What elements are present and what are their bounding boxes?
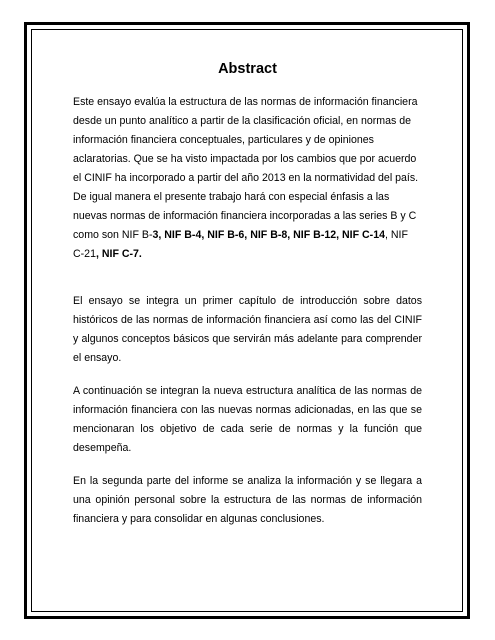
paragraph-1-nif-c21: , NIF C-21 — [73, 229, 408, 260]
abstract-paragraph-3: A continuación se integran la nueva estructura analítica de las normas de información financiera con las nuevas normas adicionadas, en las que se mencionaran los objetivo de cada serie de normas y la función que desempeña. — [73, 385, 422, 454]
paragraph-1-bold-nif-c7: , NIF C-7. — [95, 248, 142, 260]
paragraph-1-text: Este ensayo evalúa la estructura de las normas de información financiera desde un punto analítico a partir de la clasificación oficial, en normas de información financiera conceptuales, particulares y de opiniones aclaratorias. Que se ha visto impactada por los cambios que por acuerdo el CINIF ha incorporado a partir del año 2013 en la normatividad del país. De igual manera el presente trabajo hará con especial énfasis a las nuevas normas de información financiera incorporadas a las series B y C como son NIF B- — [73, 96, 419, 241]
document-title: Abstract — [218, 61, 277, 77]
document-body — [73, 60, 422, 529]
abstract-paragraph-4: En la segunda parte del informe se analiza la información y se llegara a una opinión personal sobre la estructura de las normas de información financiera y para consolidar en algunas conclusiones. — [73, 475, 422, 525]
abstract-paragraph-2: El ensayo se integra un primer capítulo de introducción sobre datos históricos de las normas de información financiera así como las del CINIF y algunos conceptos básicos que servirán más adelante para comprender el ensayo. — [73, 295, 422, 364]
paragraph-1-bold-nif-list: 3, NIF B-4, NIF B-6, NIF B-8, NIF B-12, NIF C-14 — [152, 229, 385, 241]
abstract-paragraph-1 — [73, 93, 422, 264]
